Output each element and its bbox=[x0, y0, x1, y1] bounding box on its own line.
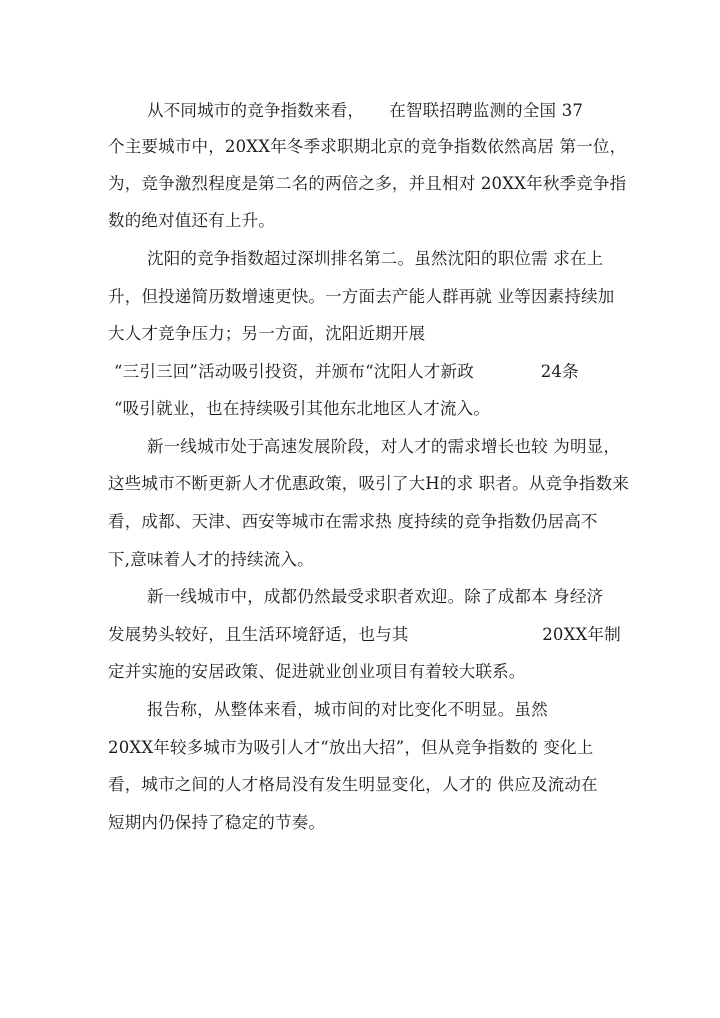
paragraph-3-line-4: 下,意味着人才的持续流入。 bbox=[108, 550, 314, 569]
paragraph-5-line-3: 看，城市之间的人才格局没有发生明显变化，人才的 供应及流动在 bbox=[108, 775, 598, 794]
paragraph-2-line-3: 大人才竞争压力；另一方面，沈阳近期开展 bbox=[108, 324, 426, 343]
paragraph-1-line-3: 为，竞争激烈程度是第二名的两倍之多，并且相对 20XX年秋季竞争指 bbox=[108, 174, 627, 193]
paragraph-1-line-4: 数的绝对值还有上升。 bbox=[108, 211, 275, 230]
paragraph-5-line-2: 20XX年较多城市为吸引人才“放出大招”，但从竞争指数的 变化上 bbox=[108, 738, 594, 757]
paragraph-3-line-2: 这些城市不断更新人才优惠政策，吸引了大H的求 职者。从竞争指数来 bbox=[108, 474, 630, 493]
paragraph-5-line-4: 短期内仍保持了稳定的节奏。 bbox=[108, 813, 326, 832]
paragraph-3-line-1: 新一线城市处于高速发展阶段，对人才的需求增长也较 为明显， bbox=[147, 437, 621, 456]
paragraph-2-line-4: “三引三回”活动吸引投资，并颁布“沈阳人才新政 24条 bbox=[114, 362, 579, 381]
paragraph-2-line-5: “吸引就业，也在持续吸引其他东北地区人才流入。 bbox=[114, 399, 491, 418]
paragraph-4-line-2: 发展势头较好，且生活环境舒适，也与其 20XX年制 bbox=[108, 625, 621, 644]
paragraph-2-line-1: 沈阳的竞争指数超过深圳排名第二。虽然沈阳的职位需 求在上 bbox=[147, 249, 604, 268]
paragraph-4-line-3: 定并实施的安居政策、促进就业创业项目有着较大联系。 bbox=[108, 662, 526, 681]
paragraph-1-line-1: 从不同城市的竞争指数来看， 在智联招聘监测的全国 37 bbox=[147, 101, 584, 120]
paragraph-2-line-2: 升，但投递简历数增速更快。一方面去产能人群再就 业等因素持续加 bbox=[108, 287, 615, 306]
paragraph-1-line-2: 个主要城市中，20XX年冬季求职期北京的竞争指数依然高居 第一位， bbox=[108, 137, 627, 156]
paragraph-4-line-1: 新一线城市中，成都仍然最受求职者欢迎。除了成都本 身经济 bbox=[147, 587, 604, 606]
paragraph-5-line-1: 报告称，从整体来看，城市间的对比变化不明显。虽然 bbox=[147, 700, 548, 719]
paragraph-3-line-3: 看，成都、天津、西安等城市在需求热 度持续的竞争指数仍居高不 bbox=[108, 512, 598, 531]
